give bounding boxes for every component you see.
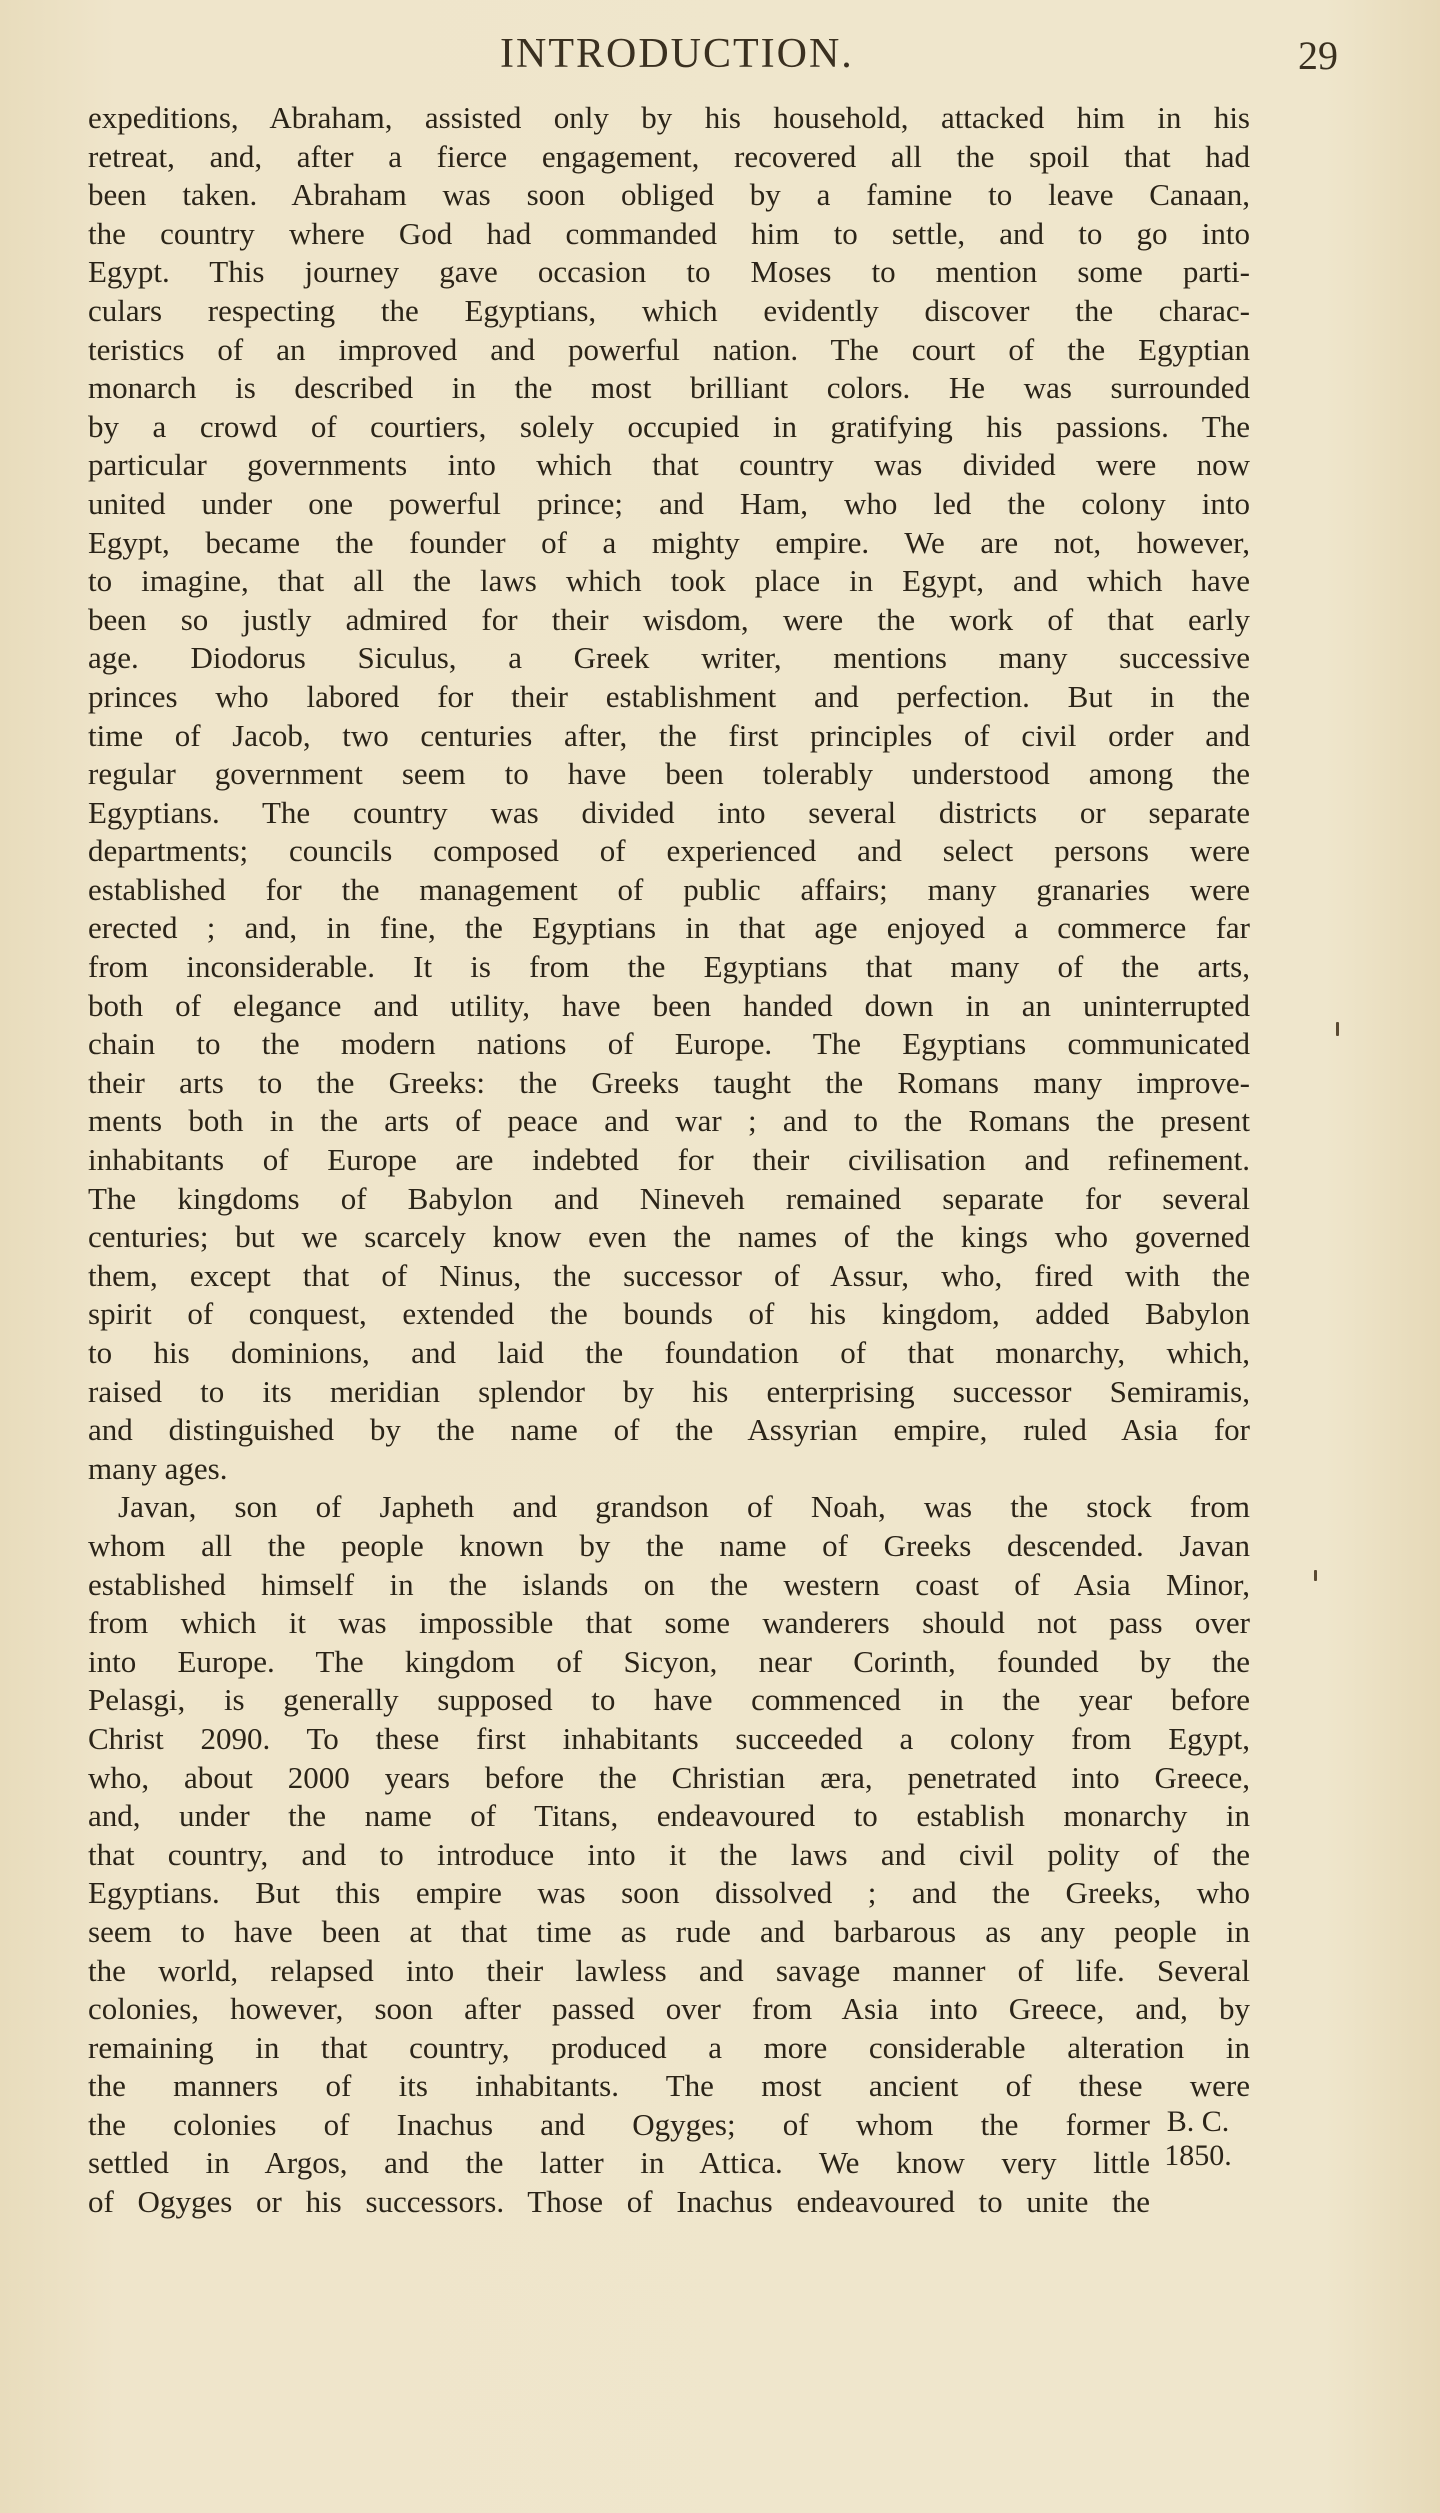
text-line: that country, and to introduce into it the laws and civil polity of the	[88, 1836, 1250, 1872]
text-line: particular governments into which that country was divided were now	[88, 447, 1250, 483]
text-line: many ages.	[88, 1450, 228, 1486]
text-line: raised to its meridian splendor by his enterprising successor Semiramis,	[88, 1373, 1250, 1409]
page-number: 29	[1298, 33, 1338, 78]
text-line: from which it was impossible that some wanderers should not pass over	[88, 1605, 1250, 1641]
text-line: seem to have been at that time as rude and barbarous as any people in	[88, 1913, 1250, 1949]
text-line: chain to the modern nations of Europe. The Egyptians communicated	[88, 1026, 1250, 1062]
page-title: INTRODUCTION.	[500, 31, 854, 77]
running-head	[0, 22, 1440, 82]
text-line: to imagine, that all the laws which took place in Egypt, and which have	[88, 563, 1250, 599]
print-speck	[1314, 1570, 1317, 1581]
text-line: the colonies of Inachus and Ogyges; of whom the former	[88, 2106, 1150, 2142]
text-line: regular government seem to have been tolerably understood among the	[88, 756, 1250, 792]
text-line: and, under the name of Titans, endeavoured to establish monarchy in	[88, 1798, 1250, 1834]
text-line: both of elegance and utility, have been handed down in an uninterrupted	[88, 987, 1250, 1023]
text-line: the manners of its inhabitants. The most ancient of these were	[88, 2068, 1250, 2104]
text-line: age. Diodorus Siculus, a Greek writer, mentions many successive	[88, 640, 1250, 676]
text-line: united under one powerful prince; and Ham, who led the colony into	[88, 485, 1250, 521]
text-line: erected ; and, in fine, the Egyptians in that age enjoyed a commerce far	[88, 910, 1250, 946]
text-line: culars respecting the Egyptians, which evidently discover the charac-	[88, 292, 1250, 328]
text-line: centuries; but we scarcely know even the names of the kings who governed	[88, 1219, 1250, 1255]
text-line: expeditions, Abraham, assisted only by his household, attacked him in his	[88, 100, 1250, 135]
text-line: their arts to the Greeks: the Greeks taught the Romans many improve-	[88, 1064, 1250, 1100]
text-line: been taken. Abraham was soon obliged by a famine to leave Canaan,	[88, 177, 1250, 213]
print-speck	[1336, 1022, 1339, 1036]
text-line: Pelasgi, is generally supposed to have commenced in the year before	[88, 1682, 1250, 1718]
text-line: from inconsiderable. It is from the Egyptians that many of the arts,	[88, 949, 1250, 985]
body-text	[88, 99, 1250, 2222]
text-line: retreat, and, after a fierce engagement, recovered all the spoil that had	[88, 138, 1250, 174]
text-line: to his dominions, and laid the foundation of that monarchy, which,	[88, 1335, 1250, 1370]
text-line: monarch is described in the most brilliant colors. He was surrounded	[88, 370, 1250, 406]
text-line: by a crowd of courtiers, solely occupied in gratifying his passions. The	[88, 408, 1250, 444]
text-line: Egyptians. The country was divided into several districts or separate	[88, 794, 1250, 830]
text-line: ments both in the arts of peace and war ; and to the Romans the present	[88, 1103, 1250, 1139]
text-line: the world, relapsed into their lawless and savage manner of life. Several	[88, 1952, 1250, 1988]
margin-year: 1850.	[1164, 2139, 1232, 2172]
text-line: and distinguished by the name of the Assyrian empire, ruled Asia for	[88, 1412, 1250, 1448]
text-line: departments; councils composed of experienced and select persons were	[88, 833, 1250, 869]
text-line: who, about 2000 years before the Christian æra, penetrated into Greece,	[88, 1759, 1250, 1795]
text-line: established himself in the islands on the western coast of Asia Minor,	[88, 1566, 1250, 1602]
text-line: princes who labored for their establishment and perfection. But in the	[88, 678, 1250, 714]
text-line: Christ 2090. To these first inhabitants succeeded a colony from Egypt,	[88, 1720, 1250, 1756]
text-line: spirit of conquest, extended the bounds of his kingdom, added Babylon	[88, 1296, 1250, 1332]
text-line: them, except that of Ninus, the successor of Assur, who, fired with the	[88, 1257, 1250, 1293]
text-line: settled in Argos, and the latter in Attica. We know very little	[88, 2145, 1150, 2181]
text-line: remaining in that country, produced a more considerable alteration in	[88, 2029, 1250, 2065]
text-line: the country where God had commanded him to settle, and to go into	[88, 215, 1250, 251]
text-line: teristics of an improved and powerful nation. The court of the Egyptian	[88, 331, 1250, 367]
text-line: established for the management of public affairs; many granaries were	[88, 871, 1250, 907]
text-line: colonies, however, soon after passed over from Asia into Greece, and, by	[88, 1991, 1250, 2027]
text-line: Javan, son of Japheth and grandson of Noah, was the stock from	[118, 1489, 1250, 1525]
text-line: inhabitants of Europe are indebted for their civilisation and refinement.	[88, 1142, 1250, 1178]
text-line: Egypt, became the founder of a mighty empire. We are not, however,	[88, 524, 1250, 560]
text-line: The kingdoms of Babylon and Nineveh remained separate for several	[88, 1180, 1250, 1216]
text-line: whom all the people known by the name of Greeks descended. Javan	[88, 1527, 1250, 1563]
text-line: time of Jacob, two centuries after, the first principles of civil order and	[88, 717, 1250, 753]
margin-date-note	[1158, 2105, 1238, 2173]
text-line: been so justly admired for their wisdom, were the work of that early	[88, 601, 1250, 637]
text-line: into Europe. The kingdom of Sicyon, near Corinth, founded by the	[88, 1643, 1250, 1679]
text-line: Egypt. This journey gave occasion to Moses to mention some parti-	[88, 254, 1250, 290]
text-line: Egyptians. But this empire was soon dissolved ; and the Greeks, who	[88, 1875, 1250, 1911]
margin-era: B. C.	[1166, 2105, 1230, 2138]
text-line: of Ogyges or his successors. Those of Inachus endeavoured to unite the	[88, 2184, 1150, 2220]
